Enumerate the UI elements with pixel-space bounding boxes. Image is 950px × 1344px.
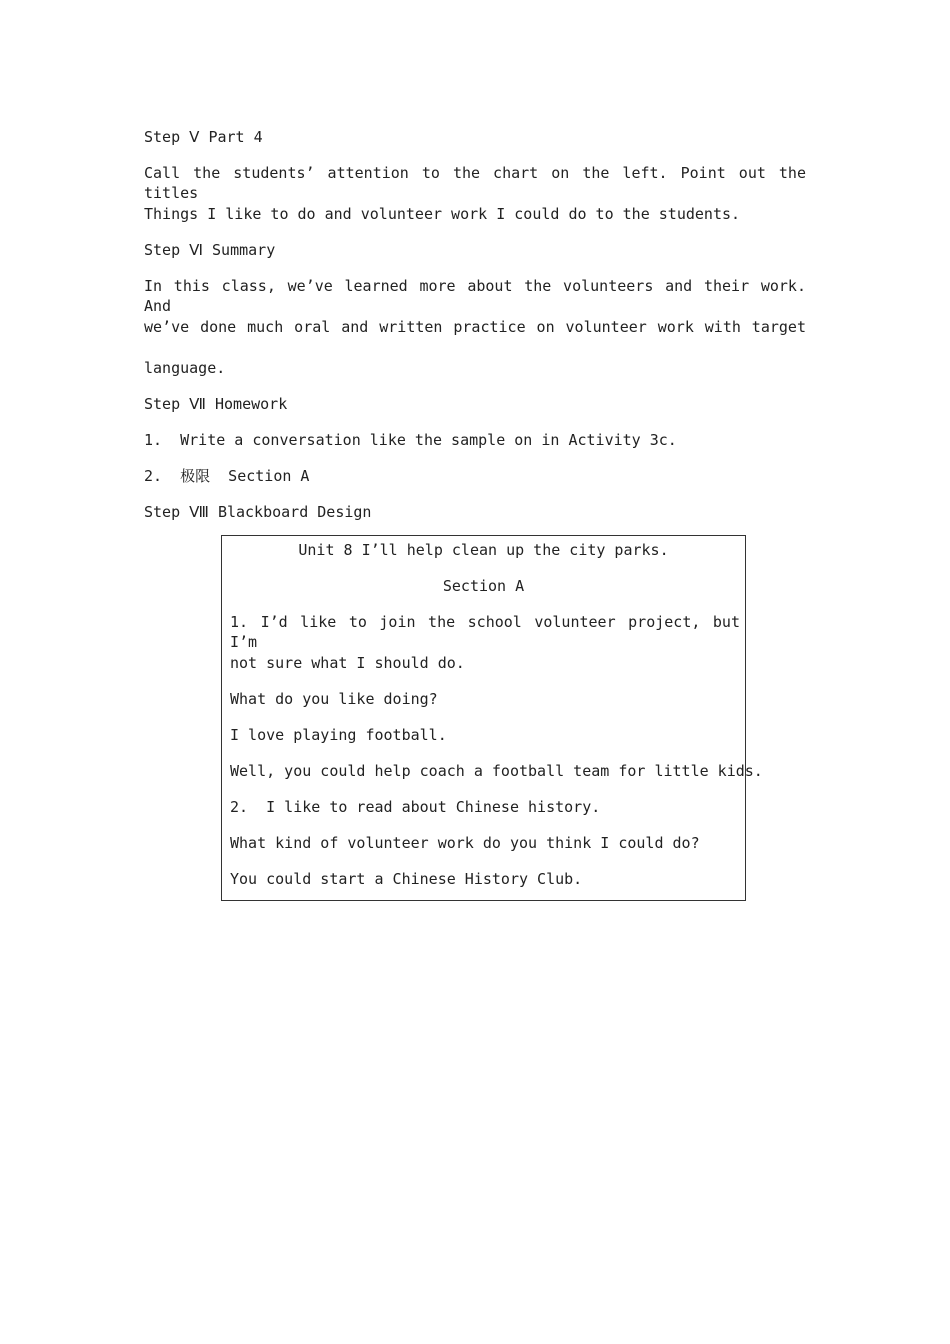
step-7-heading: Step Ⅶ Homework: [144, 395, 288, 413]
step-6-summary-line-1: In this class, we’ve learned more about the volunteers and their work. And: [144, 277, 806, 315]
step-6-summary-line-3: language.: [144, 359, 226, 377]
blackboard-title: Unit 8 I’ll help clean up the city parks.: [298, 541, 669, 559]
blackboard-line-1a: 1. I’d like to join the school volunteer project, but I’m: [230, 613, 740, 651]
blackboard-design-box: [221, 535, 763, 901]
blackboard-line-2: What do you like doing?: [230, 690, 438, 708]
step-6-heading: Step Ⅵ Summary: [144, 241, 276, 259]
blackboard-line-7: You could start a Chinese History Club.: [230, 870, 583, 888]
step-6-summary-line-2: we’ve done much oral and written practice on volunteer work with target: [144, 318, 806, 336]
blackboard-line-5: 2. I like to read about Chinese history.: [230, 798, 601, 816]
blackboard-line-6: What kind of volunteer work do you think I could do?: [230, 834, 700, 852]
blackboard-line-1b: not sure what I should do.: [230, 654, 465, 672]
blackboard-line-4: Well, you could help coach a football team for little kids.: [230, 762, 763, 780]
blackboard-section: Section A: [442, 577, 525, 595]
blackboard-line-3: I love playing football.: [230, 726, 447, 744]
step-5-instruction-line-1: Call the students’ attention to the chart on the left. Point out the titles: [144, 164, 806, 202]
step-5-heading: Step Ⅴ Part 4: [144, 128, 263, 146]
step-5-instruction-line-2: Things I like to do and volunteer work I could do to the students.: [144, 205, 741, 223]
homework-item-2: 2. 极限 Section A: [144, 467, 310, 485]
homework-item-1: 1. Write a conversation like the sample on in Activity 3c.: [144, 431, 677, 449]
step-8-heading: Step Ⅷ Blackboard Design: [144, 503, 372, 521]
